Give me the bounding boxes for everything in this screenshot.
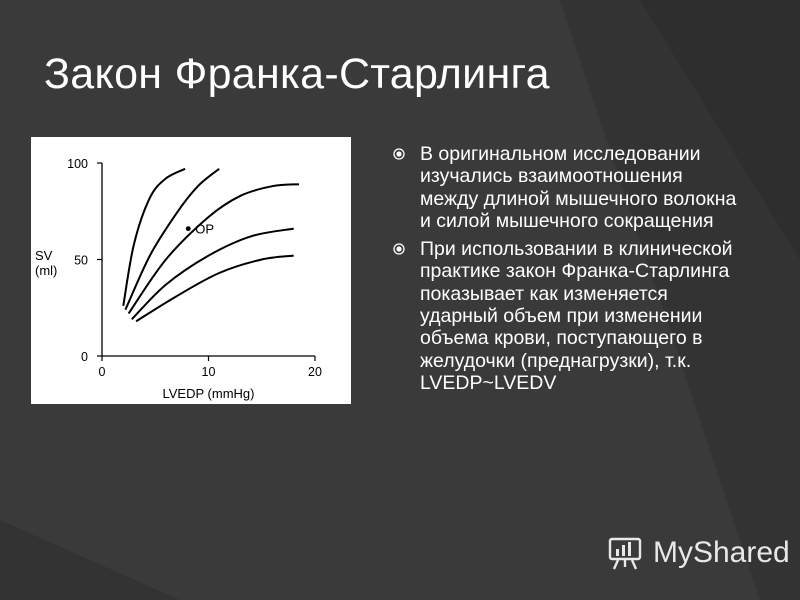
operating-point-marker — [186, 226, 191, 231]
operating-point-label: OP — [195, 221, 215, 237]
bullet-text: В оригинальном исследовании изучались взаимоотношения между длиной мышечного волокна и силой мышечного сокращения — [420, 143, 737, 232]
y-tick-label: 50 — [74, 253, 88, 268]
presentation-board-icon — [606, 533, 646, 573]
y-axis-label: SV — [35, 248, 53, 263]
bullet-circle-icon — [393, 243, 405, 255]
myshared-logo — [606, 533, 790, 573]
chart-svg — [31, 137, 351, 404]
bullet-item — [393, 238, 738, 394]
y-tick-label: 0 — [81, 350, 88, 364]
bullet-text: При использовании в клинической практике закон Франка-Старлинга показывает как изменяется ударный объем при изменении объема крови, поступающего в желудочки (преднагрузки), т.к. LVEDP~LVEDV — [420, 238, 733, 394]
series-line — [123, 169, 185, 306]
y-axis-label: (ml) — [35, 263, 58, 278]
y-tick-label: 100 — [67, 157, 88, 171]
brand-name: MyShared — [653, 536, 790, 569]
x-tick-label: 0 — [98, 365, 106, 379]
bullet-item — [393, 143, 738, 232]
series-line — [125, 169, 219, 310]
bullet-circle-icon — [393, 148, 405, 160]
frank-starling-chart — [31, 137, 351, 404]
x-tick-label: 20 — [308, 365, 322, 379]
x-axis-label: LVEDP (mmHg) — [162, 386, 255, 401]
slide-title: Закон Франка-Старлинга — [44, 50, 550, 98]
bullet-list — [393, 143, 738, 400]
series-line — [136, 256, 294, 322]
x-tick-label: 10 — [201, 365, 216, 379]
